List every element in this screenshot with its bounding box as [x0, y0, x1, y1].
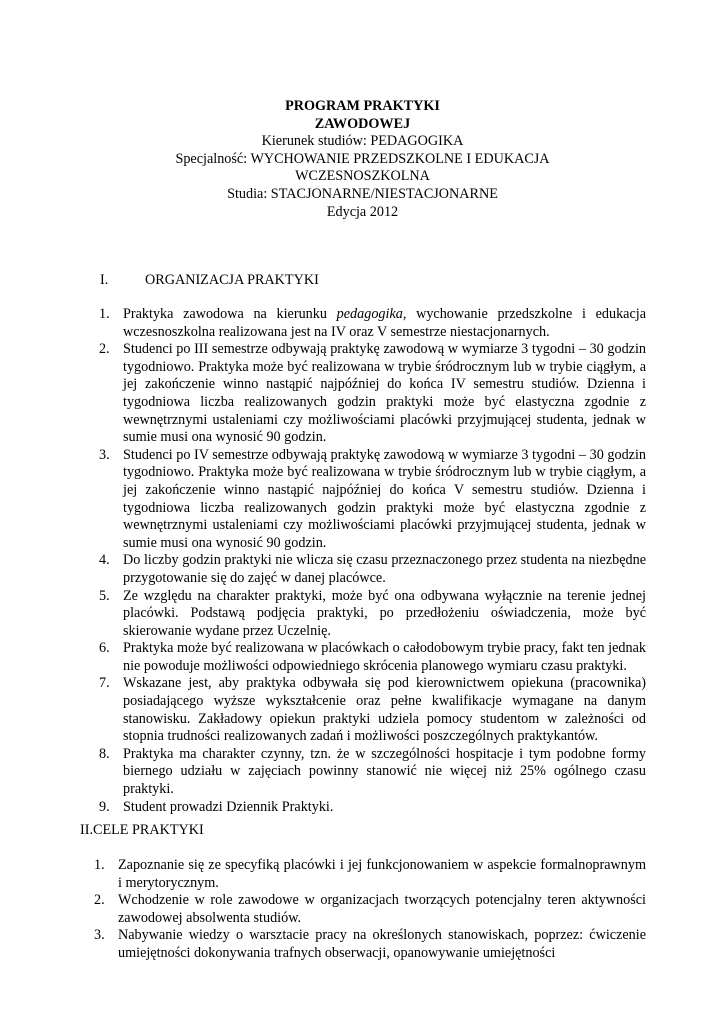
list-item-text: Ze względu na charakter praktyki, może być ona odbywana wyłącznie na terenie jednej placówki. Podstawą podjęcia praktyki, po przedłożeniu oświadczenia, może być skierowanie wydane przez Uczelnię. — [123, 587, 646, 639]
list-item — [99, 640, 646, 675]
program-title-line1: PROGRAM PRAKTYKI — [285, 98, 440, 114]
list-item-text: Praktyka może być realizowana w placówkach o całodobowym trybie pracy, fakt ten jednak nie powoduje możliwości odpowiedniego skrócenia planowego wymiaru czasu praktyki. — [123, 640, 646, 674]
list-item-text: Studenci po III semestrze odbywają praktykę zawodową w wymiarze 3 tygodni – 30 godzin tygodniowo. Praktyka może być realizowana w trybie śródrocznym lub w trybie ciągłym, a jej zakończenie winno nastąpić najpóźniej do końca IV semestru studiów. Dzienna i tygodniowa liczba realizowanych godzin praktyki może być elastyczna zgodnie z wewnętrznymi ustaleniami czy możliwościami placówki przyjmującej studenta, jednak w sumie musi ona wynosić 90 godzin. — [123, 341, 646, 446]
list-item-number: 2. — [99, 341, 110, 358]
list-item-number: 3. — [94, 927, 105, 944]
list-item — [99, 798, 646, 817]
list-item-text: Praktyka ma charakter czynny, tzn. że w szczególności hospitacje i tym podobne formy biernego udziału w zajęciach powinny stanowić nie więcej niż 25% ogólnego czasu praktyki. — [123, 745, 646, 798]
list-item-number: 7. — [99, 675, 110, 692]
cele-list — [94, 857, 646, 963]
list-item-text: Nabywanie wiedzy o warsztacie pracy na określonych stanowiskach, poprzez: ćwiczenie umiejętności dokonywania trafnych obserwacji, opanowywanie umiejętności — [118, 927, 646, 961]
list-item-number: 1. — [99, 306, 110, 322]
list-item-text: Studenci po IV semestrze odbywają praktykę zawodową w wymiarze 3 tygodni – 30 godzin tygodniowo. Praktyka może być realizowana w trybie śródrocznym lub w trybie ciągłym, a jej zakończenie winno nastąpić najpóźniej do końca V semestru studiów. Dzienna i tygodniowa liczba realizowanych godzin praktyki może być elastyczna zgodnie z wewnętrznymi ustaleniami czy możliwościami placówki przyjmującej studenta, jednak w sumie musi ona wynosić 90 godzin. — [123, 446, 646, 551]
list-item — [99, 552, 646, 587]
list-item-text-pre: Praktyka zawodowa na kierunku — [123, 306, 337, 322]
organizacja-list — [99, 306, 646, 816]
list-item — [94, 857, 646, 892]
list-item-text: Student prowadzi Dziennik Praktyki. — [123, 798, 334, 815]
list-item-number: 5. — [99, 587, 110, 604]
list-item — [99, 306, 646, 341]
list-item — [94, 892, 646, 927]
list-item-text: Wchodzenie w role zawodowe w organizacjach tworzących potencjalny teren aktywności zawodowej absolwenta studiów. — [118, 892, 646, 926]
list-item — [94, 927, 646, 962]
list-item — [99, 675, 646, 745]
edycja-line: Edycja 2012 — [326, 203, 399, 220]
list-item-number: 6. — [99, 640, 110, 657]
list-item-number: 4. — [99, 552, 110, 569]
document-header — [150, 98, 575, 221]
section2-title: II.CELE PRAKTYKI — [80, 822, 204, 838]
kierunek-line: Kierunek studiów: PEDAGOGIKA — [261, 133, 464, 150]
list-item-text-post: , wychowanie przedszkolne i edukacja wczesnoszkolna realizowana jest na IV oraz V semestrze niestacjonarnych. — [123, 306, 646, 340]
list-item — [99, 341, 646, 447]
studia-line: Studia: STACJONARNE/NIESTACJONARNE — [227, 185, 498, 202]
section1-number: I. — [100, 272, 109, 288]
specjalnosc-line1: Specjalność: WYCHOWANIE PRZEDSZKOLNE I EDUKACJA — [175, 150, 550, 167]
list-item-text: Zapoznanie się ze specyfiką placówki i jej funkcjonowaniem w aspekcie formalnoprawnym i merytorycznym. — [118, 857, 646, 891]
list-item-text: Wskazane jest, aby praktyka odbywała się pod kierownictwem opiekuna (pracownika) posiadającego wyższe wykształcenie oraz pełne kwalifikacje wymagane na danym stanowisku. Zakładowy opiekun praktyki udziela pomocy studentom w zależności od stopnia trudności realizowanych zadań i możliwości poszczególnych praktykantów. — [123, 675, 646, 745]
specjalnosc-line2: WCZESNOSZKOLNA — [295, 168, 430, 185]
list-item-number: 9. — [99, 798, 110, 815]
list-item-number: 8. — [99, 745, 110, 762]
list-item — [99, 587, 646, 641]
list-item — [99, 446, 646, 553]
section1-title: ORGANIZACJA PRAKTYKI — [145, 272, 319, 288]
list-item — [99, 745, 646, 799]
program-title-line2: ZAWODOWEJ — [314, 115, 411, 132]
list-item-number: 1. — [94, 857, 105, 873]
list-item-text-emphasis: pedagogika — [336, 306, 403, 322]
list-item-text: Do liczby godzin praktyki nie wlicza się czasu przeznaczonego przez studenta na niezbędne przygotowanie się do zajęć w danej placówce. — [123, 552, 646, 586]
list-item-number: 2. — [94, 892, 105, 909]
list-item-number: 3. — [99, 446, 110, 463]
